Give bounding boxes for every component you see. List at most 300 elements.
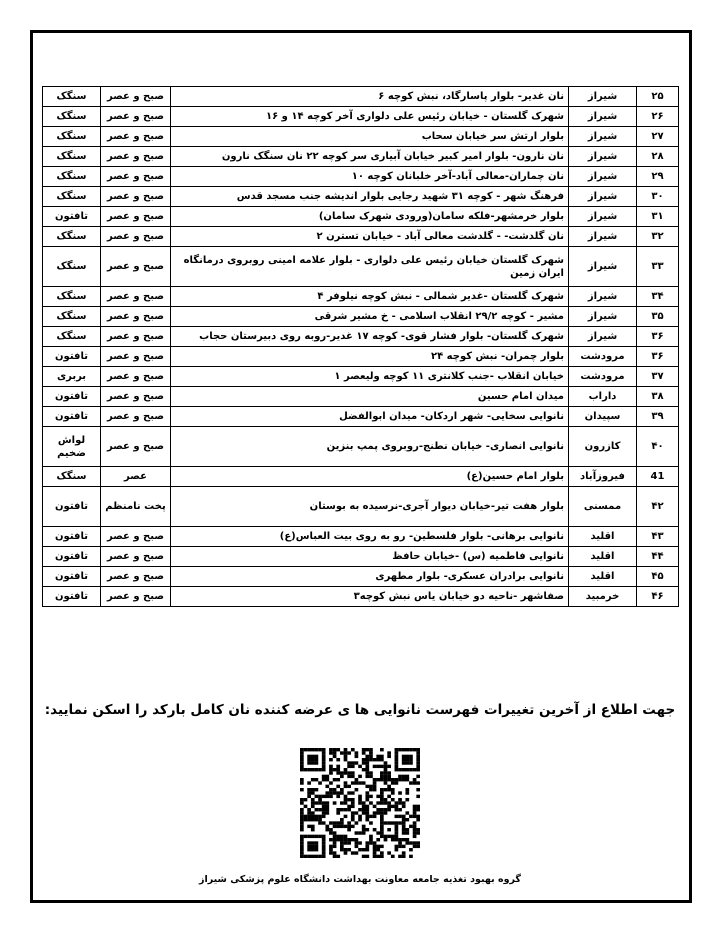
qr-module: [322, 801, 326, 804]
qr-module: [369, 835, 373, 838]
qr-module: [336, 791, 340, 794]
qr-module: [340, 775, 344, 778]
qr-module: [322, 768, 326, 771]
qr-module: [387, 851, 391, 854]
qr-module: [322, 815, 326, 818]
row-city: شیراز: [569, 127, 637, 147]
qr-module: [405, 791, 409, 794]
qr-module: [405, 788, 409, 791]
qr-module: [329, 758, 333, 761]
table-row: [43, 327, 679, 347]
qr-module: [395, 838, 399, 841]
qr-module: [322, 805, 326, 808]
qr-module: [311, 768, 315, 771]
row-bread-type: لواش ضخیم: [43, 427, 101, 467]
qr-module: [344, 848, 348, 851]
row-number: ۳۱: [637, 207, 679, 227]
row-address: شهرک گلستان- بلوار فشار قوی- کوچه ۱۷ غدیر-روبه روی دبیرستان حجاب: [171, 327, 569, 347]
qr-module: [387, 765, 391, 768]
qr-module: [300, 845, 304, 848]
qr-module: [387, 835, 391, 838]
qr-module: [365, 791, 369, 794]
qr-module: [365, 765, 369, 768]
row-city: مرودشت: [569, 367, 637, 387]
qr-module: [384, 811, 388, 814]
qr-module: [340, 825, 344, 828]
qr-module: [336, 771, 340, 774]
qr-module: [395, 781, 399, 784]
qr-module: [376, 838, 380, 841]
row-address: نانوایی انصاری- خیابان نطنج-روبروی پمپ بنزین: [171, 427, 569, 467]
qr-module: [402, 825, 406, 828]
qr-module: [329, 751, 333, 754]
qr-module: [311, 758, 315, 761]
qr-module: [416, 765, 420, 768]
qr-module: [365, 828, 369, 831]
qr-module: [347, 805, 351, 808]
qr-module: [380, 815, 384, 818]
qr-module: [402, 821, 406, 824]
qr-module: [413, 781, 417, 784]
qr-module: [369, 815, 373, 818]
qr-module: [369, 841, 373, 844]
qr-module: [365, 841, 369, 844]
qr-module: [325, 828, 329, 831]
row-address: بلوار چمران- نبش کوچه ۲۴: [171, 347, 569, 367]
qr-module: [384, 798, 388, 801]
row-address: شهرک گلستان خیابان رئیس علی دلواری - بلوار علامه امینی روبروی درمانگاه ایران زمین: [171, 247, 569, 287]
qr-module: [380, 801, 384, 804]
row-time: عصر: [101, 467, 171, 487]
qr-module: [376, 848, 380, 851]
qr-module: [325, 805, 329, 808]
qr-module: [365, 755, 369, 758]
row-bread-type: سنگک: [43, 307, 101, 327]
qr-module: [365, 811, 369, 814]
row-time: صبح و عصر: [101, 327, 171, 347]
qr-module: [376, 795, 380, 798]
qr-module: [395, 755, 399, 758]
qr-module: [322, 855, 326, 858]
qr-module: [300, 768, 304, 771]
qr-module: [336, 835, 340, 838]
row-address: نانوایی فاطمیه (س) -خیابان حافظ: [171, 547, 569, 567]
qr-module: [355, 831, 359, 834]
qr-module: [416, 748, 420, 751]
qr-module: [344, 758, 348, 761]
qr-module: [315, 835, 319, 838]
qr-module: [322, 765, 326, 768]
qr-module: [329, 765, 333, 768]
qr-module: [395, 778, 399, 781]
qr-module: [322, 751, 326, 754]
qr-module: [395, 845, 399, 848]
row-number: ۳۵: [637, 307, 679, 327]
table-row: [43, 547, 679, 567]
qr-module: [362, 751, 366, 754]
row-bread-type: سنگک: [43, 147, 101, 167]
qr-module: [307, 848, 311, 851]
qr-module: [344, 815, 348, 818]
qr-module: [405, 748, 409, 751]
qr-module: [300, 765, 304, 768]
row-number: ۳۳: [637, 247, 679, 287]
qr-module: [380, 748, 384, 751]
qr-module: [311, 815, 315, 818]
table-row: [43, 387, 679, 407]
qr-module: [380, 825, 384, 828]
qr-module: [340, 791, 344, 794]
qr-module: [413, 845, 417, 848]
qr-module: [307, 788, 311, 791]
qr-module: [336, 748, 340, 751]
qr-module: [315, 855, 319, 858]
qr-module: [416, 751, 420, 754]
qr-module: [365, 818, 369, 821]
qr-module: [373, 841, 377, 844]
qr-module: [340, 788, 344, 791]
row-city: شیراز: [569, 307, 637, 327]
table-row: [43, 127, 679, 147]
qr-module: [333, 748, 337, 751]
row-address: نان غدیر- بلوار پاسارگاد، نبش کوچه ۶: [171, 87, 569, 107]
qr-module: [405, 778, 409, 781]
qr-module: [369, 771, 373, 774]
qr-module: [380, 775, 384, 778]
qr-module: [395, 825, 399, 828]
qr-module: [333, 851, 337, 854]
qr-module: [402, 838, 406, 841]
qr-module: [358, 848, 362, 851]
qr-module: [322, 758, 326, 761]
qr-module: [300, 811, 304, 814]
qr-module: [409, 755, 413, 758]
qr-module: [336, 785, 340, 788]
qr-module: [318, 768, 322, 771]
qr-module: [384, 788, 388, 791]
qr-module: [351, 815, 355, 818]
qr-module: [347, 761, 351, 764]
qr-module: [402, 828, 406, 831]
qr-module: [362, 825, 366, 828]
row-city: ممسنی: [569, 487, 637, 527]
qr-module: [398, 801, 402, 804]
qr-module: [387, 801, 391, 804]
qr-module: [322, 755, 326, 758]
qr-module: [387, 788, 391, 791]
row-number: 41: [637, 467, 679, 487]
qr-module: [398, 821, 402, 824]
qr-module: [355, 811, 359, 814]
qr-module: [307, 811, 311, 814]
qr-module: [311, 778, 315, 781]
qr-module: [395, 848, 399, 851]
qr-module: [333, 791, 337, 794]
table-row: [43, 567, 679, 587]
qr-module: [373, 765, 377, 768]
qr-module: [304, 855, 308, 858]
row-time: صبح و عصر: [101, 167, 171, 187]
qr-module: [300, 781, 304, 784]
table-row: [43, 347, 679, 367]
qr-module: [402, 831, 406, 834]
qr-module: [318, 801, 322, 804]
qr-module: [340, 818, 344, 821]
qr-module: [318, 798, 322, 801]
qr-module: [304, 768, 308, 771]
qr-module: [369, 775, 373, 778]
qr-module: [311, 801, 315, 804]
qr-module: [329, 848, 333, 851]
row-address: نان گلدشت- - گلدشت معالی آباد - خیابان تسترن ۲: [171, 227, 569, 247]
qr-module: [347, 785, 351, 788]
qr-module: [365, 855, 369, 858]
qr-module: [311, 811, 315, 814]
row-number: ۲۷: [637, 127, 679, 147]
qr-module: [311, 791, 315, 794]
qr-module: [405, 838, 409, 841]
qr-module: [416, 831, 420, 834]
qr-module: [416, 795, 420, 798]
qr-module: [318, 748, 322, 751]
qr-module: [369, 838, 373, 841]
qr-module: [311, 835, 315, 838]
qr-module: [333, 835, 337, 838]
row-time: صبح و عصر: [101, 147, 171, 167]
table-row: [43, 527, 679, 547]
qr-module: [347, 825, 351, 828]
qr-module: [380, 845, 384, 848]
qr-module: [391, 778, 395, 781]
qr-module: [384, 778, 388, 781]
qr-module: [405, 818, 409, 821]
qr-module: [409, 758, 413, 761]
qr-module: [358, 798, 362, 801]
qr-module: [395, 828, 399, 831]
qr-module: [333, 755, 337, 758]
qr-module: [300, 835, 304, 838]
qr-module: [311, 748, 315, 751]
qr-module: [362, 761, 366, 764]
qr-module: [409, 748, 413, 751]
table-row: [43, 367, 679, 387]
qr-module: [405, 755, 409, 758]
qr-module: [362, 768, 366, 771]
qr-module: [315, 768, 319, 771]
qr-module: [398, 775, 402, 778]
qr-module: [405, 761, 409, 764]
qr-module: [365, 815, 369, 818]
qr-module: [300, 758, 304, 761]
qr-module: [402, 775, 406, 778]
qr-module: [402, 805, 406, 808]
row-time: صبح و عصر: [101, 387, 171, 407]
qr-module: [380, 828, 384, 831]
qr-module: [402, 768, 406, 771]
row-number: ۴۴: [637, 547, 679, 567]
qr-module: [344, 825, 348, 828]
qr-module: [413, 778, 417, 781]
qr-module: [409, 841, 413, 844]
qr-module: [405, 841, 409, 844]
row-bread-type: تافتون: [43, 567, 101, 587]
row-city: شیراز: [569, 287, 637, 307]
qr-module: [362, 758, 366, 761]
qr-module: [307, 818, 311, 821]
footer-text: گروه بهبود تغذیه جامعه معاونت بهداشت دانشگاه علوم پزشکی شیراز: [199, 874, 521, 885]
qr-module: [329, 828, 333, 831]
row-address: بلوار ارتش سر خیابان سحاب: [171, 127, 569, 147]
qr-module: [315, 815, 319, 818]
qr-module: [384, 781, 388, 784]
row-bread-type: بربری: [43, 367, 101, 387]
qr-module: [318, 835, 322, 838]
qr-module: [311, 818, 315, 821]
qr-module: [358, 841, 362, 844]
qr-module: [413, 821, 417, 824]
qr-module: [409, 768, 413, 771]
qr-module: [413, 825, 417, 828]
qr-module: [362, 848, 366, 851]
qr-module: [322, 838, 326, 841]
table-row: [43, 407, 679, 427]
qr-module: [373, 758, 377, 761]
qr-module: [344, 808, 348, 811]
qr-module: [329, 845, 333, 848]
row-city: شیراز: [569, 147, 637, 167]
qr-module: [384, 808, 388, 811]
qr-module: [318, 855, 322, 858]
row-bread-type: تافتون: [43, 207, 101, 227]
qr-module: [365, 845, 369, 848]
qr-module: [300, 848, 304, 851]
row-bread-type: تافتون: [43, 487, 101, 527]
qr-module: [387, 821, 391, 824]
table-row: [43, 487, 679, 527]
qr-module: [300, 798, 304, 801]
qr-module: [311, 848, 315, 851]
qr-module: [373, 788, 377, 791]
qr-module: [304, 835, 308, 838]
qr-module: [325, 785, 329, 788]
qr-module: [398, 778, 402, 781]
qr-module: [307, 748, 311, 751]
qr-module: [365, 805, 369, 808]
qr-module: [347, 775, 351, 778]
qr-module: [307, 768, 311, 771]
qr-module: [333, 751, 337, 754]
qr-module: [351, 761, 355, 764]
qr-module: [416, 788, 420, 791]
qr-module: [405, 811, 409, 814]
qr-module: [373, 845, 377, 848]
row-city: اقلید: [569, 567, 637, 587]
qr-module: [416, 761, 420, 764]
qr-module: [362, 811, 366, 814]
qr-module: [351, 805, 355, 808]
qr-module: [347, 838, 351, 841]
qr-module: [300, 841, 304, 844]
row-bread-type: سنگک: [43, 87, 101, 107]
qr-module: [333, 855, 337, 858]
row-number: ۳۹: [637, 407, 679, 427]
row-time: صبح و عصر: [101, 587, 171, 607]
row-time: صبح و عصر: [101, 87, 171, 107]
table-row: [43, 307, 679, 327]
table-row: [43, 467, 679, 487]
qr-module: [395, 751, 399, 754]
qr-module: [365, 775, 369, 778]
qr-module: [365, 771, 369, 774]
qr-module: [380, 811, 384, 814]
qr-module: [380, 798, 384, 801]
qr-module: [391, 788, 395, 791]
qr-module: [336, 811, 340, 814]
row-city: شیراز: [569, 247, 637, 287]
qr-module: [376, 765, 380, 768]
qr-module: [347, 828, 351, 831]
qr-module: [329, 795, 333, 798]
qr-module: [351, 801, 355, 804]
qr-module: [347, 771, 351, 774]
qr-module: [322, 821, 326, 824]
qr-module: [322, 808, 326, 811]
qr-module: [391, 791, 395, 794]
qr-module: [351, 791, 355, 794]
qr-code-icon[interactable]: [300, 748, 420, 858]
row-time: صبح و عصر: [101, 427, 171, 467]
row-time: صبح و عصر: [101, 207, 171, 227]
qr-module: [300, 755, 304, 758]
row-number: ۳۶: [637, 327, 679, 347]
table-row: [43, 287, 679, 307]
row-address: فرهنگ شهر - کوچه ۳۱ شهید رجایی بلوار اندیشه جنب مسجد قدس: [171, 187, 569, 207]
qr-module: [307, 825, 311, 828]
qr-module: [333, 825, 337, 828]
qr-module: [322, 748, 326, 751]
qr-module: [395, 801, 399, 804]
qr-module: [304, 805, 308, 808]
qr-module: [365, 848, 369, 851]
qr-module: [300, 828, 304, 831]
qr-module: [395, 765, 399, 768]
qr-module: [344, 781, 348, 784]
qr-module: [384, 838, 388, 841]
qr-module: [405, 831, 409, 834]
qr-module: [387, 808, 391, 811]
qr-module: [315, 841, 319, 844]
qr-module: [387, 828, 391, 831]
row-time: صبح و عصر: [101, 407, 171, 427]
qr-module: [362, 801, 366, 804]
qr-module: [311, 761, 315, 764]
qr-module: [318, 795, 322, 798]
row-time: صبح و عصر: [101, 527, 171, 547]
qr-module: [395, 805, 399, 808]
qr-module: [376, 831, 380, 834]
qr-module: [362, 828, 366, 831]
row-city: شیراز: [569, 207, 637, 227]
qr-module: [318, 815, 322, 818]
qr-module: [355, 788, 359, 791]
qr-module: [304, 815, 308, 818]
qr-module: [315, 761, 319, 764]
qr-module: [355, 761, 359, 764]
qr-module: [402, 748, 406, 751]
row-bread-type: تافتون: [43, 587, 101, 607]
qr-module: [380, 855, 384, 858]
qr-module: [329, 838, 333, 841]
